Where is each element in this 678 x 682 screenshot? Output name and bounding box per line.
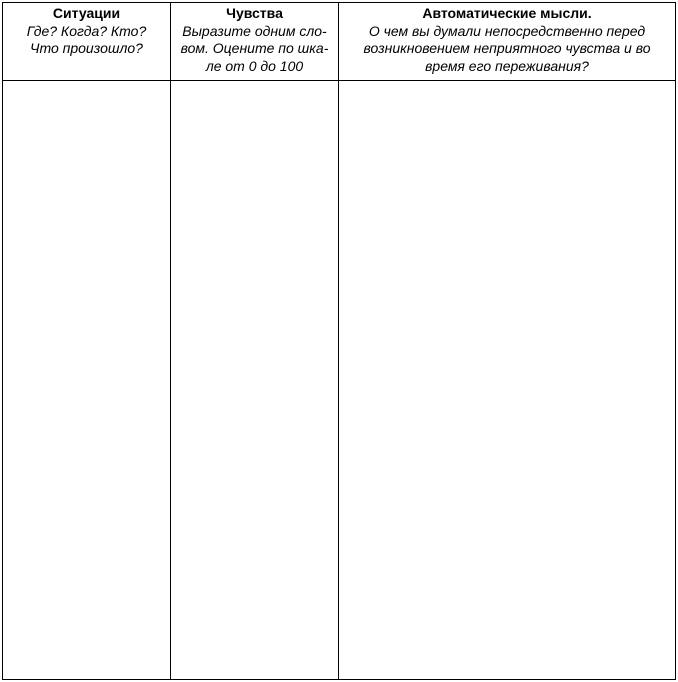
feelings-entry-cell[interactable] — [171, 81, 338, 679]
column-hint-automatic-thoughts: О чем вы думали непосредственно перед возникновением неприятного чувства и во время его переживания? — [363, 22, 651, 74]
column-situations — [3, 3, 171, 679]
column-hint-situations: Где? Когда? Кто? Что произошло? — [26, 22, 147, 56]
column-hint-feelings: Выразите одним сло- вом. Оцените по шка- ле от 0 до 100 — [180, 22, 329, 74]
column-automatic-thoughts — [339, 3, 675, 679]
column-header-automatic-thoughts — [339, 3, 675, 81]
column-title-automatic-thoughts: Автоматические мысли. — [422, 5, 592, 21]
column-header-feelings — [171, 3, 338, 81]
situations-entry-cell[interactable] — [3, 81, 170, 679]
column-header-situations — [3, 3, 170, 81]
column-title-feelings: Чувства — [226, 5, 283, 21]
column-title-situations: Ситуации — [52, 5, 121, 21]
automatic-thoughts-entry-cell[interactable] — [339, 81, 675, 679]
thought-record-table — [2, 2, 676, 680]
column-feelings — [171, 3, 339, 679]
